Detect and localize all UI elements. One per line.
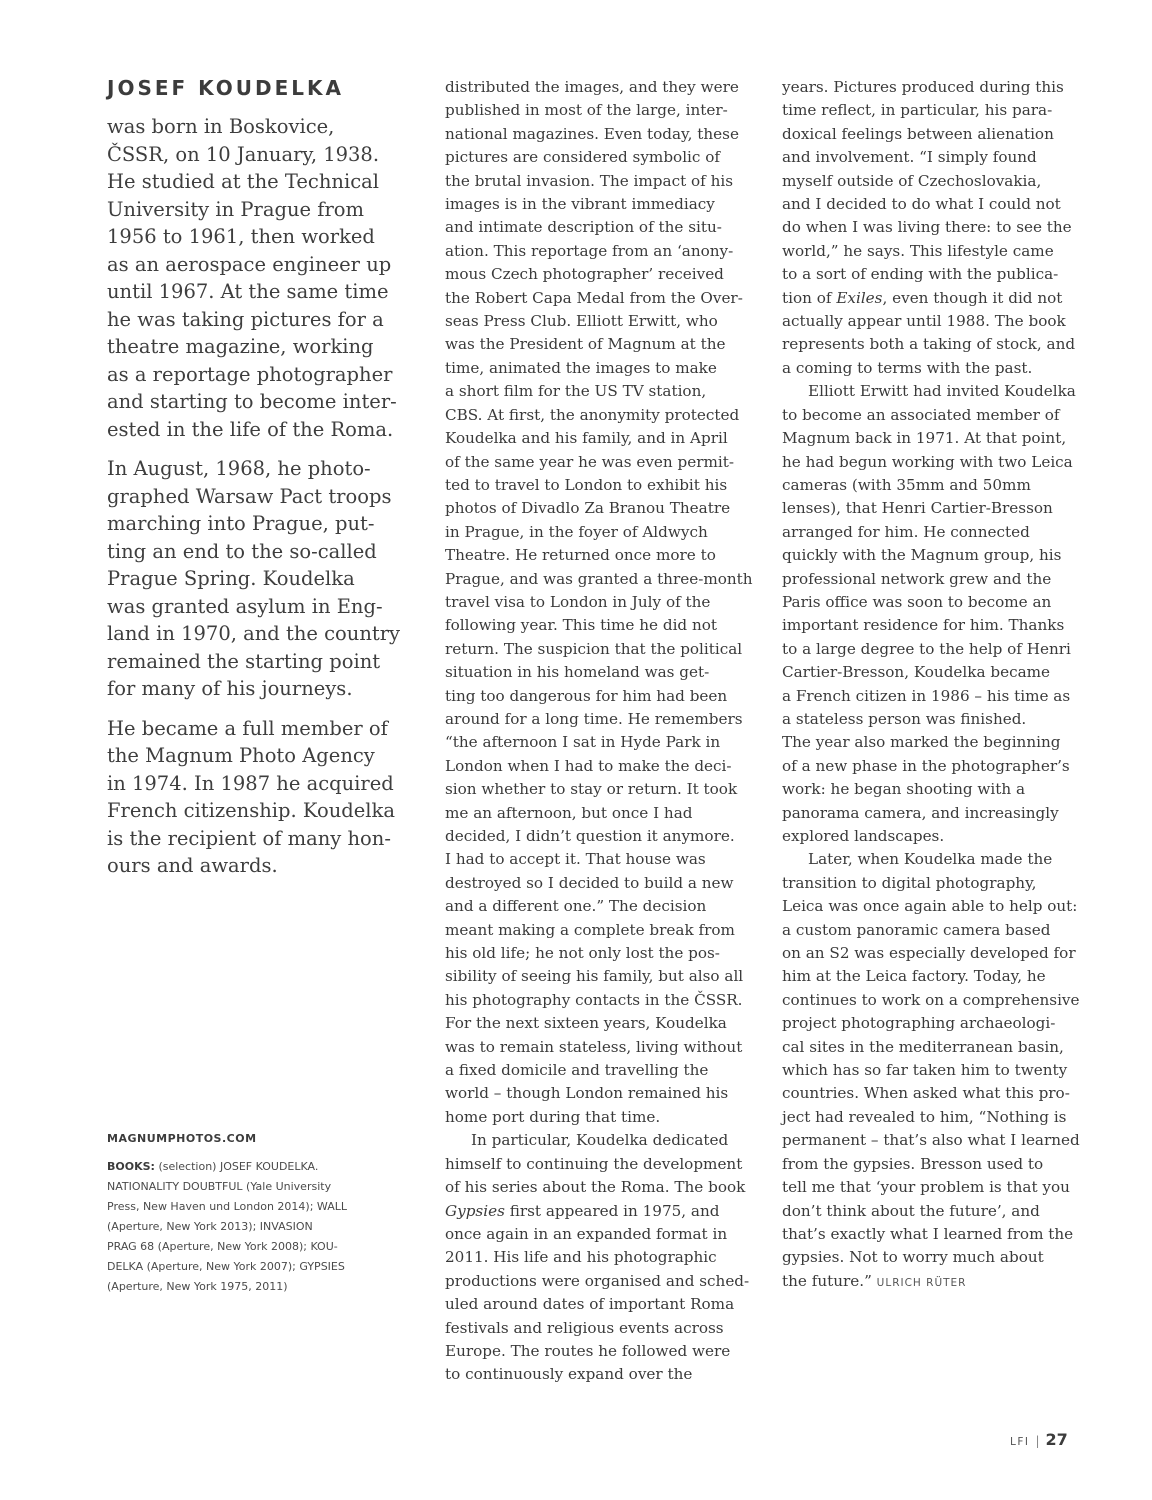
intro-paragraph-2: In August, 1968, he photo- graphed Warsaw Pact troops marching into Prague, put- ting an end to the so-called Prague Spring. Koudelka was granted asylum in Eng- land in 1970, and the country remained the starting point for many of his journeys. — [107, 457, 401, 700]
books-label: BOOKS: — [107, 1160, 155, 1173]
folio-separator: | — [1035, 1434, 1040, 1448]
intro-paragraph-3: He became a full member of the Magnum Photo Agency in 1974. In 1987 he acquired French citizenship. Koudelka is the recipient of many hon- ours and awards. — [107, 716, 395, 877]
intro-bio — [107, 113, 401, 892]
book-title-exiles: Exiles — [836, 288, 883, 307]
article-text-column-3: years. Pictures produced during this time reflect, in particular, his para- doxical feelings between alienation and involvement. “I simply found myself outside of Czechoslovakia, and I decided to do what I could not do when I was living there: to see the world,” he says. This lifestyle came to a sort of ending with the publica- tion of Exiles, even though it did not actually appear until 1988. The book represents both a taking of stock, and a coming to terms with the past. Elliott Erwitt had invited Koudelka to become an associated member of Magnum back in 1971. At that point, he had begun working with two Leica cameras (with 35mm and 50mm lenses), that Henri Cartier-Bresson arranged for him. He connected quickly with the Magnum group, his professional network grew and the Paris office was soon to become an important residence for him. Thanks to a large degree to the help of Henri Cartier-Bresson, Koudelka became a French citizen in 1986 – his time as a stateless person was finished. The year also marked the beginning of a new phase in the photographer’s work: he began shooting with a panorama camera, and increasingly explored landscapes. Later, when Koudelka made the transition to digital photography, Leica was once again able to help out: a custom panoramic camera based on an S2 was especially developed for him at the Leica factory. Today, he continues to work on a comprehensive project photographing archaeologi- cal sites in the mediterranean basin, which has so far taken him to twenty countries. When asked what this pro- ject had revealed to him, “Nothing is permanent – that’s also what I learned from the gypsies. Bresson used to tell me that ‘your problem is that you don’t think about the future’, and that’s exactly what I learned from the gypsies. Not to worry much about the future.” ULRICH RÜTER — [782, 78, 1080, 1290]
book-title-gypsies: Gypsies — [445, 1201, 505, 1220]
magazine-name: LFI — [1010, 1436, 1030, 1448]
page-number: 27 — [1045, 1430, 1068, 1449]
photographer-name-heading: JOSEF KOUDELKA — [107, 76, 344, 100]
books-list: BOOKS: (selection) JOSEF KOUDELKA. NATIONALITY DOUBTFUL (Yale University Press, New Haven und London 2014); WALL (Aperture, New York 2013); INVASION PRAG 68 (Aperture, New York 2008); KOU- DELKA (Aperture, New York 2007); GYPSIES (Aperture, New York 1975, 2011) — [107, 1160, 347, 1293]
article-text-column-2: distributed the images, and they were published in most of the large, inter- national magazines. Even today, these pictures are considered symbolic of the brutal invasion. The impact of his images is in the vibrant immediacy and intimate description of the situ- ation. This reportage from an ‘anony- mous Czech photographer’ received the Robert Capa Medal from the Over- seas Press Club. Elliott Erwitt, who was the President of Magnum at the time, animated the images to make a short film for the US TV station, CBS. At first, the anonymity protected Koudelka and his family, and in April of the same year he was even permit- ted to travel to London to exhibit his photos of Divadlo Za Branou Theatre in Prague, in the foyer of Aldwych Theatre. He returned once more to Prague, and was granted a three-month travel visa to London in July of the following year. This time he did not return. The suspicion that the political situation in his homeland was get- ting too dangerous for him had been around for a long time. He remembers “the afternoon I sat in Hyde Park in London when I had to make the deci- sion whether to stay or return. It took me an afternoon, but once I had decided, I didn’t question it anymore. I had to accept it. That house was destroyed so I decided to build a new and a different one.” The decision meant making a complete break from his old life; he not only lost the pos- sibility of seeing his family, but also all his photography contacts in the ČSSR. For the next sixteen years, Koudelka was to remain stateless, living without a fixed domicile and travelling the world – though London remained his home port during that time. In particular, Koudelka dedicated himself to continuing the development of his series about the Roma. The book Gypsies first appeared in 1975, and once again in an expanded format in 2011. His life and his photographic productions were organised and sched- uled around dates of important Roma festivals and religious events across Europe. The routes he followed were to continuously expand over the — [445, 78, 753, 1384]
author-byline: ULRICH RÜTER — [876, 1276, 967, 1289]
website-link[interactable]: MAGNUMPHOTOS.COM — [107, 1132, 257, 1145]
intro-paragraph-1: was born in Boskovice, ČSSR, on 10 January, 1938. He studied at the Technical University in Prague from 1956 to 1961, then worked as an aerospace engineer up until 1967. At the same time he was taking pictures for a theatre magazine, working as a reportage photographer and starting to become inter- ested in the life of the Roma. — [107, 115, 397, 441]
page-folio — [1010, 1430, 1068, 1449]
